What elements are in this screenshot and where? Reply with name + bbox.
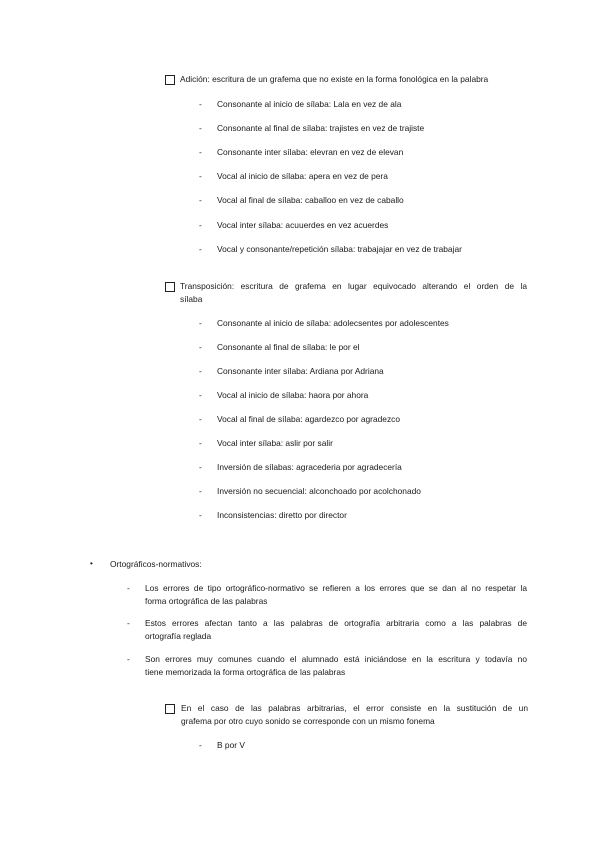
transposition-item: Consonante inter sílaba: Ardiana por Adriana: [217, 366, 384, 376]
addition-item: Vocal y consonante/repetición sílaba: trabajajar en vez de trabajar: [217, 243, 462, 254]
transposition-item: Vocal al final de sílaba: agardezco por agradezco: [217, 414, 400, 424]
addition-item: Consonante al final de sílaba: trajistes en vez de trajiste: [217, 123, 425, 134]
dash-icon: -: [199, 318, 202, 328]
point-line2: ortografía reglada: [145, 631, 212, 641]
dash-icon: -: [199, 99, 202, 109]
bullet-icon: •: [90, 559, 93, 568]
point-line1: Son errores muy comunes cuando el alumnado está iniciándose en la escritura y todavía no: [145, 654, 527, 664]
dash-icon: -: [199, 414, 202, 424]
arbitrary-item: B por V: [217, 740, 245, 750]
addition-item: Vocal inter sílaba: acuuerdes en vez acuerdes: [217, 219, 389, 230]
transposition-heading-line2: sílaba: [180, 294, 203, 304]
dash-icon: -: [199, 740, 202, 750]
point-line2: forma ortográfica de las palabras: [145, 596, 268, 606]
transposition-item: Inversión de sílabas: agracederia por agradecería: [217, 462, 402, 472]
checkbox-addition[interactable]: [165, 75, 175, 85]
addition-item: Vocal al final de sílaba: caballoo en vez de caballo: [217, 195, 404, 206]
dash-icon: -: [199, 510, 202, 520]
point-line1: Estos errores afectan tanto a las palabras de ortografía arbitraria como a las palabras de: [145, 618, 527, 628]
dash-icon: -: [199, 462, 202, 472]
dash-icon: -: [127, 618, 130, 628]
dash-icon: -: [127, 583, 130, 593]
dash-icon: -: [199, 123, 202, 134]
checkbox-transposition[interactable]: [165, 282, 175, 292]
transposition-item: Inversión no secuencial: alconchoado por acolchonado: [217, 486, 421, 496]
transposition-item: Inconsistencias: diretto por director: [217, 510, 347, 520]
transposition-item: Consonante al final de sílaba: le por el: [217, 342, 360, 352]
point-line1: Los errores de tipo ortográfico-normativo se refieren a los errores que se dan al no respetar la: [145, 583, 527, 593]
orthographic-label: Ortográficos-normativos:: [110, 559, 202, 569]
point-line2: tiene memorizada la forma ortográfica de las palabras: [145, 667, 346, 677]
transposition-item: Vocal inter sílaba: aslir por salir: [217, 438, 333, 448]
addition-heading: Adición: escritura de un grafema que no existe en la forma fonológica en la palabra: [180, 74, 489, 84]
arbitrary-line2: grafema por otro cuyo sonido se corresponde con un mismo fonema: [181, 716, 435, 726]
dash-icon: -: [199, 195, 202, 206]
dash-icon: -: [199, 486, 202, 496]
transposition-item: Consonante al inicio de sílaba: adolecsentes por adolescentes: [217, 318, 449, 328]
dash-icon: -: [199, 342, 202, 352]
transposition-heading-line1: Transposición: escritura de grafema en lugar equivocado alterando el orden de la: [180, 281, 527, 291]
dash-icon: -: [199, 243, 202, 254]
transposition-item: Vocal al inicio de sílaba: haora por ahora: [217, 390, 369, 400]
dash-icon: -: [199, 366, 202, 376]
dash-icon: -: [199, 438, 202, 448]
checkbox-arbitrary[interactable]: [165, 704, 175, 714]
addition-item: Consonante inter sílaba: elevran en vez de elevan: [217, 147, 404, 158]
dash-icon: -: [199, 147, 202, 158]
dash-icon: -: [199, 219, 202, 230]
arbitrary-line1: En el caso de las palabras arbitrarias, el error consiste en la sustitución de un: [181, 703, 528, 713]
addition-item: Vocal al inicio de sílaba: apera en vez de pera: [217, 171, 388, 182]
addition-item: Consonante al inicio de sílaba: Lala en vez de ala: [217, 99, 402, 109]
dash-icon: -: [199, 390, 202, 400]
dash-icon: -: [127, 654, 130, 664]
dash-icon: -: [199, 171, 202, 182]
